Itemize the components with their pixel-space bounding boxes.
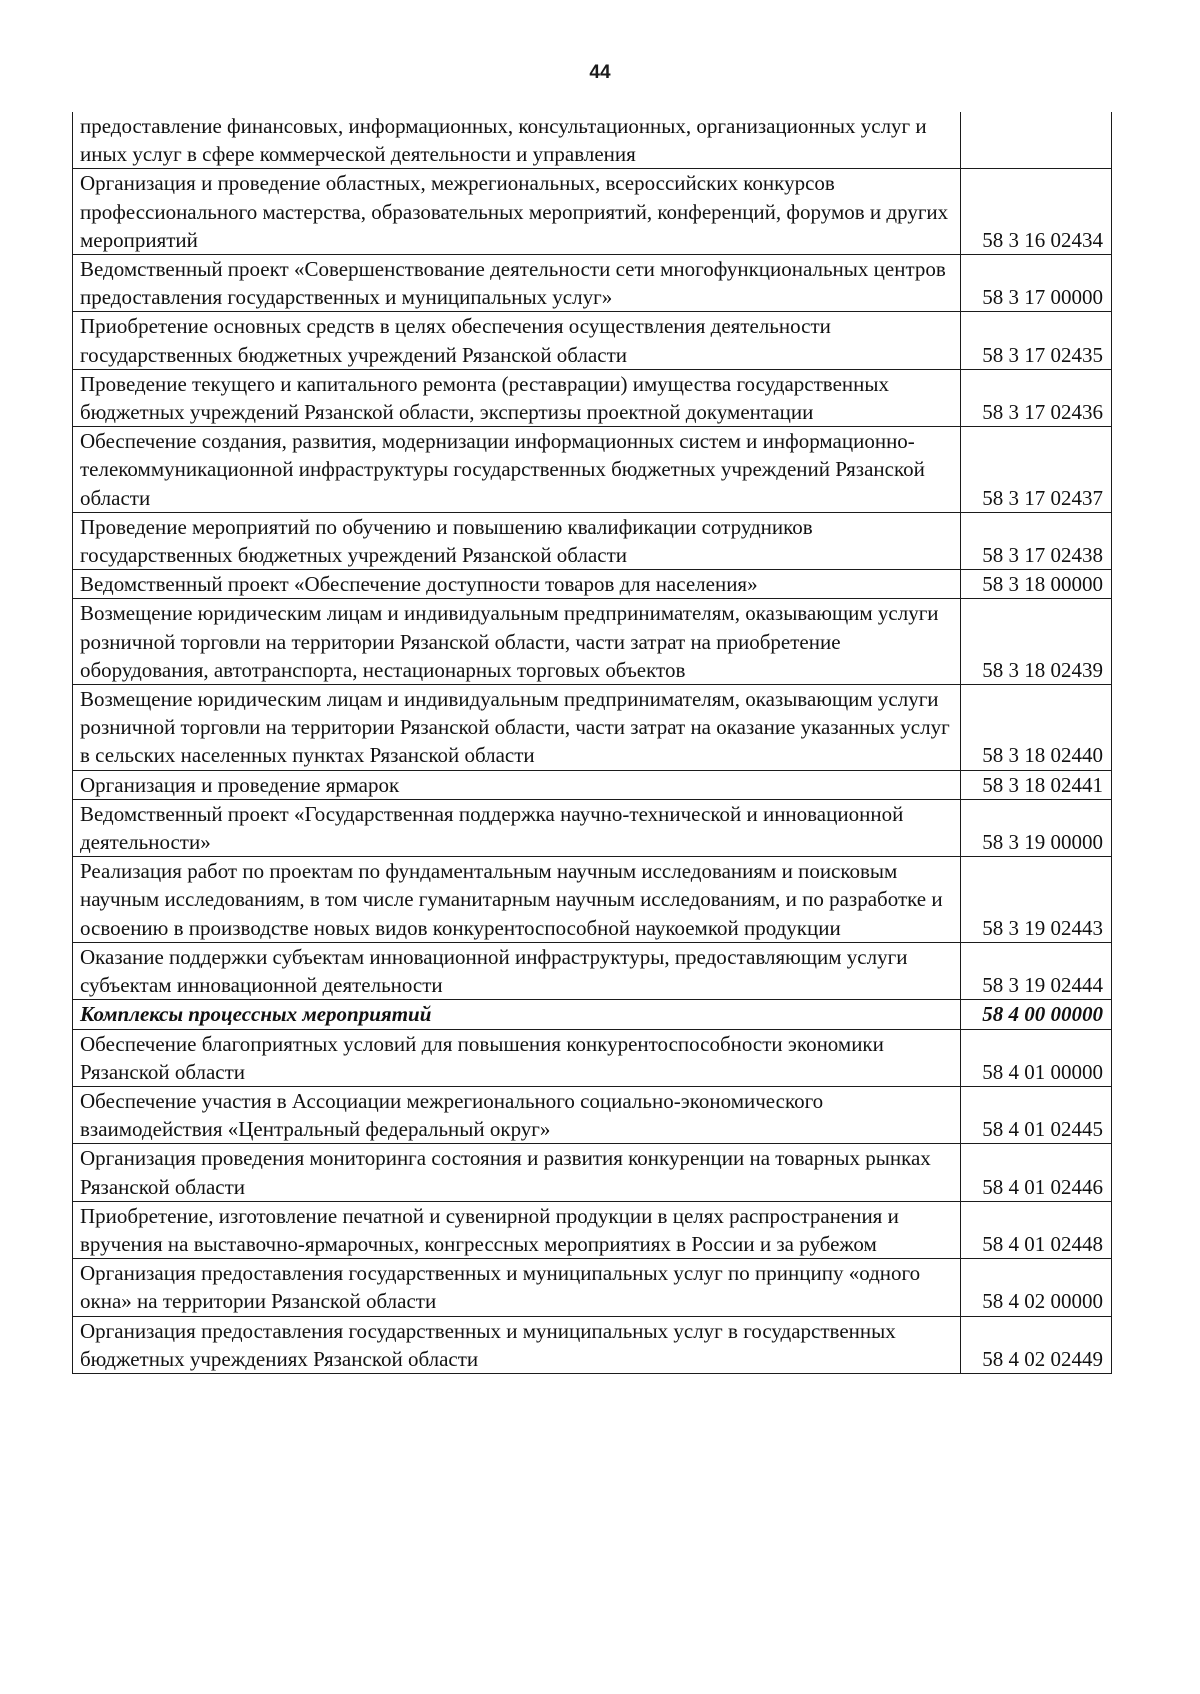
row-name-cell: Приобретение, изготовление печатной и сувенирной продукции в целях распространения и вручения на выставочно-ярмарочных, конгрессных мероприятиях в России и за рубежом <box>73 1201 961 1258</box>
row-code-cell: 58 3 17 02437 <box>961 427 1112 513</box>
page-number: 44 <box>589 62 611 83</box>
row-code-cell: 58 3 19 00000 <box>961 799 1112 856</box>
row-code-cell: 58 3 18 02441 <box>961 770 1112 799</box>
row-code-cell: 58 3 17 02435 <box>961 312 1112 369</box>
row-code-cell: 58 3 19 02443 <box>961 857 1112 943</box>
row-code-cell: 58 4 00 00000 <box>961 1000 1112 1029</box>
row-code-cell: 58 3 18 02439 <box>961 599 1112 685</box>
row-code-cell: 58 3 16 02434 <box>961 169 1112 255</box>
budget-code-table <box>72 112 1112 1374</box>
row-name-cell: Проведение мероприятий по обучению и повышению квалификации сотрудников государственных бюджетных учреждений Рязанской области <box>73 512 961 569</box>
table-row <box>73 1259 1112 1316</box>
table-row <box>73 1144 1112 1201</box>
row-code-cell: 58 3 18 02440 <box>961 685 1112 771</box>
row-name-cell: Обеспечение участия в Ассоциации межрегионального социально-экономического взаимодействия «Центральный федеральный округ» <box>73 1086 961 1143</box>
table-row <box>73 1086 1112 1143</box>
row-name-cell: Ведомственный проект «Совершенствование деятельности сети многофункциональных центров предоставления государственных и муниципальных услуг» <box>73 255 961 312</box>
row-name-cell: предоставление финансовых, информационных, консультационных, организационных услуг и иных услуг в сфере коммерческой деятельности и управления <box>73 112 961 169</box>
table-row <box>73 685 1112 771</box>
table-row <box>73 512 1112 569</box>
table-row <box>73 369 1112 426</box>
row-code-cell: 58 4 02 00000 <box>961 1259 1112 1316</box>
table-row <box>73 427 1112 513</box>
table-row <box>73 1029 1112 1086</box>
row-name-cell: Возмещение юридическим лицам и индивидуальным предпринимателям, оказывающим услуги розничной торговли на территории Рязанской области, части затрат на приобретение оборудования, автотранспорта, нестационарных торговых объектов <box>73 599 961 685</box>
row-name-cell: Организация предоставления государственных и муниципальных услуг по принципу «одного окна» на территории Рязанской области <box>73 1259 961 1316</box>
row-name-cell: Реализация работ по проектам по фундаментальным научным исследованиям и поисковым научным исследованиям, в том числе гуманитарным научным исследованиям, и по разработке и освоению в производстве новых видов конкурентоспособной наукоемкой продукции <box>73 857 961 943</box>
row-name-cell: Проведение текущего и капитального ремонта (реставрации) имущества государственных бюджетных учреждений Рязанской области, экспертизы проектной документации <box>73 369 961 426</box>
table-row <box>73 570 1112 599</box>
row-name-cell: Организация и проведение областных, межрегиональных, всероссийских конкурсов профессионального мастерства, образовательных мероприятий, конференций, форумов и других мероприятий <box>73 169 961 255</box>
row-name-cell: Организация проведения мониторинга состояния и развития конкуренции на товарных рынках Рязанской области <box>73 1144 961 1201</box>
table-row <box>73 857 1112 943</box>
row-name-cell: Оказание поддержки субъектам инновационной инфраструктуры, предоставляющим услуги субъектам инновационной деятельности <box>73 942 961 999</box>
table-row <box>73 942 1112 999</box>
row-name-cell: Ведомственный проект «Обеспечение доступности товаров для населения» <box>73 570 961 599</box>
table-row <box>73 799 1112 856</box>
row-code-cell: 58 4 01 00000 <box>961 1029 1112 1086</box>
row-name-cell: Обеспечение создания, развития, модернизации информационных систем и информационно-телекоммуникационной инфраструктуры государственных бюджетных учреждений Рязанской области <box>73 427 961 513</box>
row-name-cell: Организация предоставления государственных и муниципальных услуг в государственных бюджетных учреждениях Рязанской области <box>73 1316 961 1373</box>
row-name-cell: Приобретение основных средств в целях обеспечения осуществления деятельности государственных бюджетных учреждений Рязанской области <box>73 312 961 369</box>
table-row <box>73 112 1112 169</box>
row-code-cell: 58 4 01 02446 <box>961 1144 1112 1201</box>
table-row <box>73 1201 1112 1258</box>
row-code-cell: 58 4 01 02448 <box>961 1201 1112 1258</box>
table-row <box>73 312 1112 369</box>
row-code-cell: 58 3 17 02436 <box>961 369 1112 426</box>
row-code-cell: 58 3 17 02438 <box>961 512 1112 569</box>
row-name-cell: Обеспечение благоприятных условий для повышения конкурентоспособности экономики Рязанской области <box>73 1029 961 1086</box>
row-code-cell: 58 3 18 00000 <box>961 570 1112 599</box>
table-row <box>73 1316 1112 1373</box>
row-code-cell: 58 3 19 02444 <box>961 942 1112 999</box>
row-name-cell: Ведомственный проект «Государственная поддержка научно-технической и инновационной деятельности» <box>73 799 961 856</box>
table-row <box>73 169 1112 255</box>
table-row <box>73 770 1112 799</box>
row-code-cell <box>961 112 1112 169</box>
table-row <box>73 599 1112 685</box>
row-code-cell: 58 4 01 02445 <box>961 1086 1112 1143</box>
row-name-cell: Комплексы процессных мероприятий <box>73 1000 961 1029</box>
row-code-cell: 58 4 02 02449 <box>961 1316 1112 1373</box>
table-body <box>73 112 1112 1373</box>
row-code-cell: 58 3 17 00000 <box>961 255 1112 312</box>
table-row <box>73 255 1112 312</box>
row-name-cell: Возмещение юридическим лицам и индивидуальным предпринимателям, оказывающим услуги розничной торговли на территории Рязанской области, части затрат на оказание указанных услуг в сельских населенных пунктах Рязанской области <box>73 685 961 771</box>
table-row <box>73 1000 1112 1029</box>
row-name-cell: Организация и проведение ярмарок <box>73 770 961 799</box>
